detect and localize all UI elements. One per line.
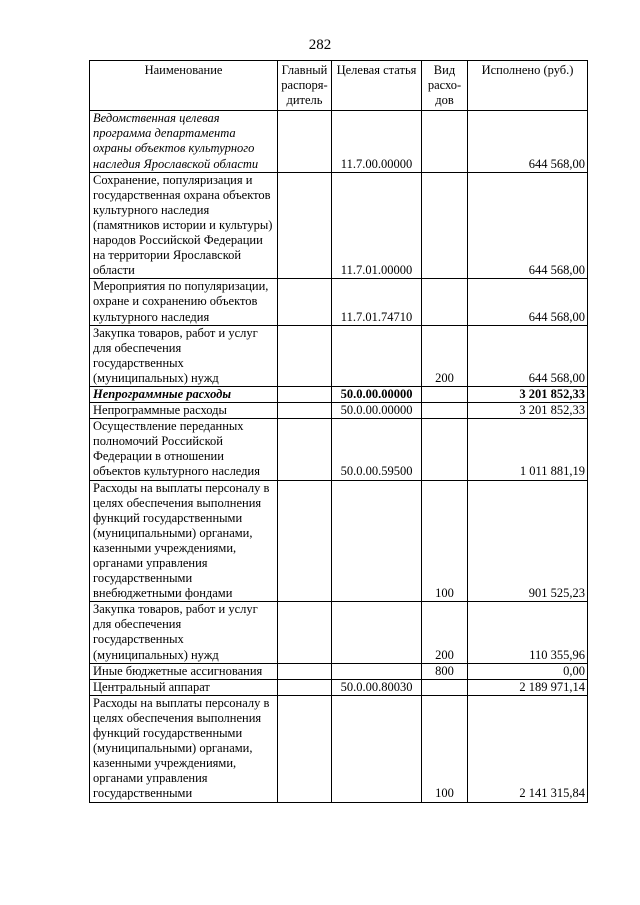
row-expense-type [422, 419, 468, 480]
table-row [90, 325, 588, 386]
row-target-code: 50.0.00.00000 [332, 386, 422, 402]
row-expense-type: 200 [422, 602, 468, 663]
row-expense-type [422, 172, 468, 279]
row-name: Расходы на выплаты персоналу в целях обеспечения выполнения функций государственными (муниципальными) органами, казенными учреждениями, органами управления государственными [90, 695, 278, 802]
header-target: Целевая статья [332, 61, 422, 111]
row-target-code [332, 695, 422, 802]
table-row [90, 679, 588, 695]
row-target-code: 11.7.01.00000 [332, 172, 422, 279]
row-executed-amount: 644 568,00 [468, 279, 588, 325]
table-row [90, 279, 588, 325]
row-target-code: 11.7.00.00000 [332, 111, 422, 172]
row-name: Ведомственная целевая программа департамента охраны объектов культурного наследия Ярославской области [90, 111, 278, 172]
row-expense-type [422, 111, 468, 172]
row-name: Закупка товаров, работ и услуг для обеспечения государственных (муниципальных) нужд [90, 325, 278, 386]
row-name: Расходы на выплаты персоналу в целях обеспечения выполнения функций государственными (муниципальными) органами, казенными учреждениями, органами управления государственными внебюджетными фондами [90, 480, 278, 602]
row-target-code [332, 480, 422, 602]
row-expense-type [422, 386, 468, 402]
row-executed-amount: 110 355,96 [468, 602, 588, 663]
row-manager [278, 279, 332, 325]
table-header [90, 61, 588, 111]
table-row [90, 602, 588, 663]
budget-table [89, 60, 588, 803]
row-name: Непрограммные расходы [90, 386, 278, 402]
row-executed-amount: 3 201 852,33 [468, 386, 588, 402]
table-row [90, 172, 588, 279]
row-manager [278, 695, 332, 802]
row-target-code [332, 602, 422, 663]
table-row [90, 663, 588, 679]
row-manager [278, 419, 332, 480]
row-expense-type: 800 [422, 663, 468, 679]
row-target-code: 50.0.00.80030 [332, 679, 422, 695]
row-name: Мероприятия по популяризации, охране и сохранению объектов культурного наследия [90, 279, 278, 325]
row-target-code: 11.7.01.74710 [332, 279, 422, 325]
row-executed-amount: 0,00 [468, 663, 588, 679]
row-name: Осуществление переданных полномочий Российской Федерации в отношении объектов культурного наследия [90, 419, 278, 480]
row-target-code: 50.0.00.00000 [332, 403, 422, 419]
table-body [90, 111, 588, 802]
row-target-code [332, 663, 422, 679]
row-manager [278, 172, 332, 279]
table-row [90, 403, 588, 419]
row-executed-amount: 2 189 971,14 [468, 679, 588, 695]
row-name: Центральный аппарат [90, 679, 278, 695]
row-target-code [332, 325, 422, 386]
table-row [90, 480, 588, 602]
table-row [90, 419, 588, 480]
table-row [90, 111, 588, 172]
row-executed-amount: 644 568,00 [468, 172, 588, 279]
page-number: 282 [308, 37, 332, 53]
row-executed-amount: 3 201 852,33 [468, 403, 588, 419]
row-expense-type: 200 [422, 325, 468, 386]
header-expense-type: Вид расхо-дов [422, 61, 468, 111]
row-name: Непрограммные расходы [90, 403, 278, 419]
row-manager [278, 403, 332, 419]
row-manager [278, 679, 332, 695]
header-manager: Главный распоря-дитель [278, 61, 332, 111]
table-row [90, 695, 588, 802]
row-name: Сохранение, популяризация и государственная охрана объектов культурного наследия (памятников истории и культуры) народов Российской Федерации на территории Ярославской области [90, 172, 278, 279]
table-row [90, 386, 588, 402]
row-target-code: 50.0.00.59500 [332, 419, 422, 480]
row-manager [278, 480, 332, 602]
row-name: Закупка товаров, работ и услуг для обеспечения государственных (муниципальных) нужд [90, 602, 278, 663]
row-manager [278, 602, 332, 663]
header-name: Наименование [90, 61, 278, 111]
row-manager [278, 386, 332, 402]
row-expense-type: 100 [422, 480, 468, 602]
row-expense-type [422, 679, 468, 695]
row-name: Иные бюджетные ассигнования [90, 663, 278, 679]
row-manager [278, 663, 332, 679]
row-manager [278, 111, 332, 172]
row-executed-amount: 644 568,00 [468, 325, 588, 386]
row-executed-amount: 1 011 881,19 [468, 419, 588, 480]
row-executed-amount: 901 525,23 [468, 480, 588, 602]
row-expense-type [422, 279, 468, 325]
header-executed: Исполнено (руб.) [468, 61, 588, 111]
row-executed-amount: 2 141 315,84 [468, 695, 588, 802]
row-manager [278, 325, 332, 386]
row-expense-type: 100 [422, 695, 468, 802]
row-executed-amount: 644 568,00 [468, 111, 588, 172]
row-expense-type [422, 403, 468, 419]
